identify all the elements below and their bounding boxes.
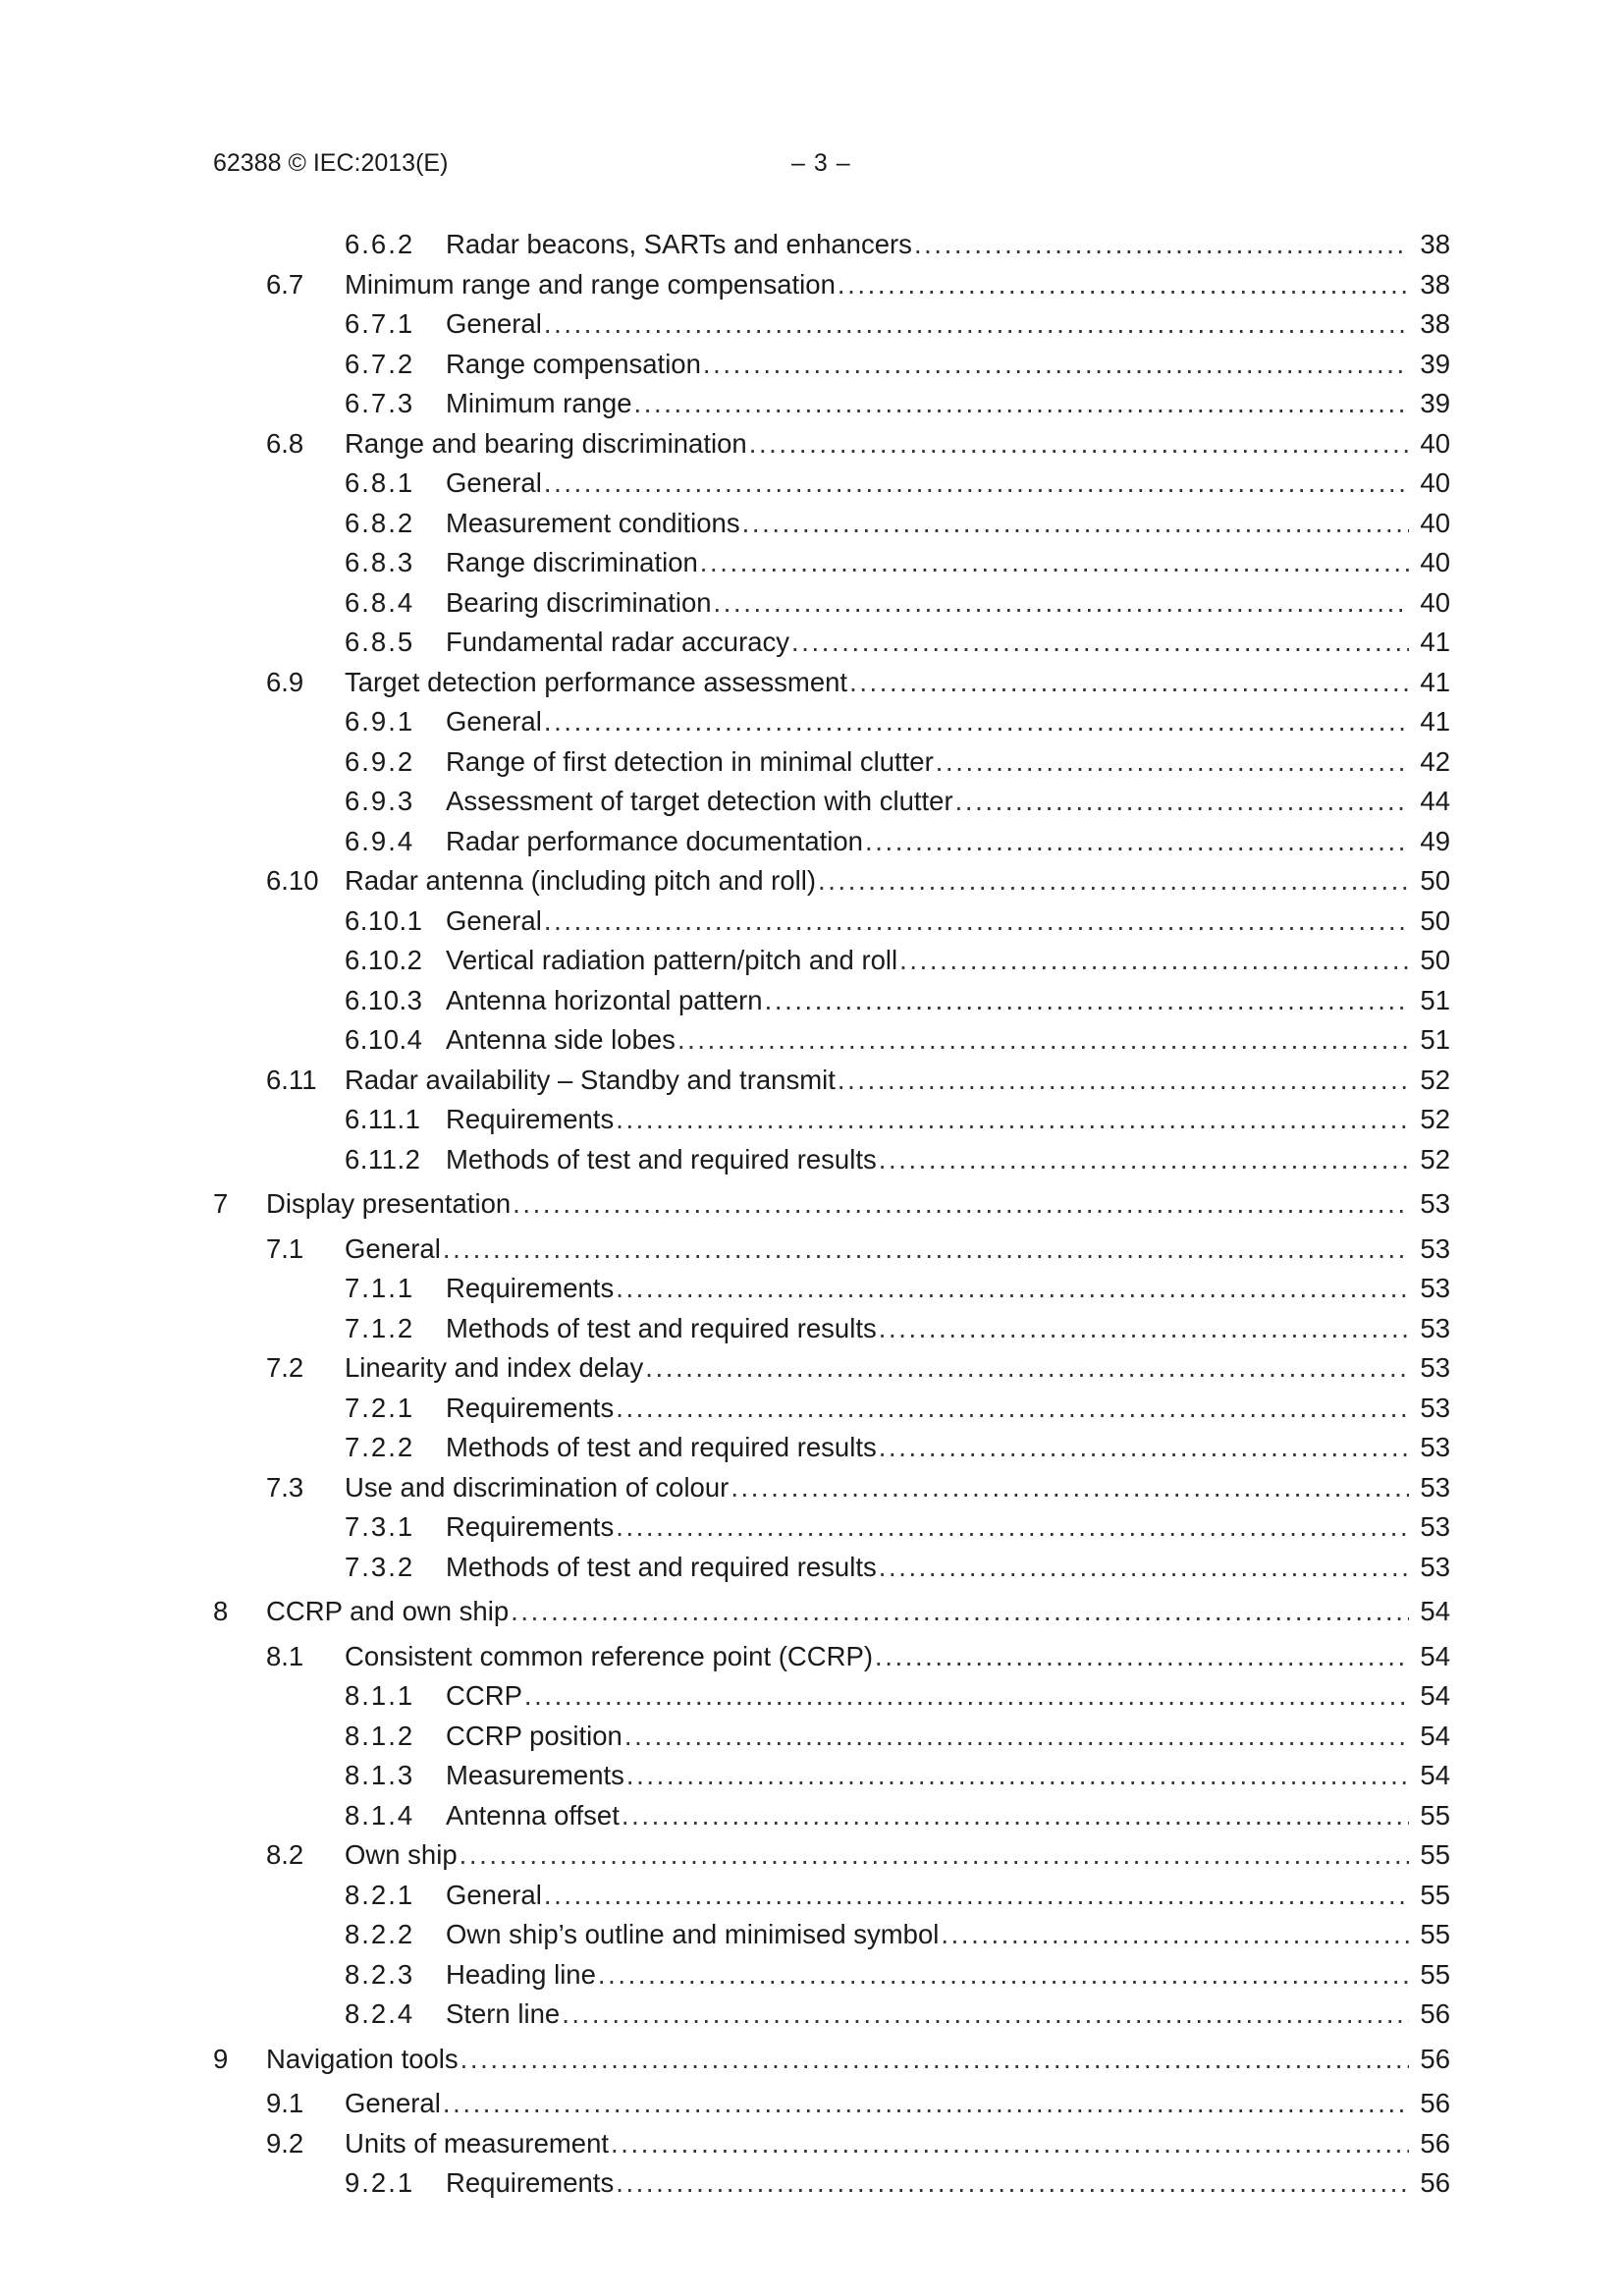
toc-entry-title[interactable]: Target detection performance assessment bbox=[345, 666, 848, 697]
toc-entry-number: 7 bbox=[213, 1188, 229, 1219]
toc-entry[interactable] bbox=[0, 981, 1623, 1021]
dot-leader bbox=[616, 1100, 1409, 1139]
dot-leader bbox=[838, 265, 1409, 304]
toc-entry-line bbox=[345, 1348, 1450, 1388]
toc-entry[interactable] bbox=[0, 1676, 1623, 1717]
toc-entry[interactable] bbox=[0, 782, 1623, 822]
dot-leader bbox=[626, 1756, 1409, 1795]
dot-leader bbox=[749, 424, 1409, 464]
toc-entry-line bbox=[446, 782, 1450, 821]
toc-entry-title[interactable]: Requirements bbox=[446, 1392, 615, 1423]
toc-entry-title[interactable]: Use and discrimination of colour bbox=[345, 1471, 730, 1503]
toc-entry-number: 6.9.2 bbox=[345, 745, 415, 777]
toc-entry-title[interactable]: Stern line bbox=[446, 1998, 561, 2029]
toc-entry-title[interactable]: General bbox=[446, 904, 542, 936]
toc-entry-title[interactable]: Range of first detection in minimal clutter bbox=[446, 745, 934, 777]
toc-entry-line bbox=[446, 1876, 1450, 1915]
toc-entry-number: 6.8.5 bbox=[345, 627, 415, 657]
toc-entry[interactable] bbox=[0, 2124, 1623, 2164]
toc-entry[interactable] bbox=[0, 941, 1623, 981]
toc-entry[interactable] bbox=[0, 1348, 1623, 1389]
dot-leader bbox=[677, 1020, 1409, 1060]
toc-entry-title[interactable]: Range and bearing discrimination bbox=[345, 427, 747, 459]
toc-entry-number: 6.8.1 bbox=[345, 467, 415, 498]
toc-entry[interactable] bbox=[0, 265, 1623, 305]
toc-entry-page: 41 bbox=[1420, 627, 1450, 657]
toc-entry-number: 6.10.4 bbox=[345, 1024, 423, 1055]
toc-entry-page: 53 bbox=[1420, 1273, 1450, 1303]
toc-entry-number: 6.10.3 bbox=[345, 984, 423, 1015]
toc-entry-title[interactable]: General bbox=[446, 308, 542, 339]
toc-entry-page: 53 bbox=[1420, 1551, 1450, 1582]
dot-leader bbox=[700, 543, 1409, 582]
toc-entry[interactable] bbox=[0, 2040, 1623, 2080]
dot-leader bbox=[865, 822, 1409, 861]
dot-leader bbox=[544, 1876, 1409, 1915]
dot-leader bbox=[544, 702, 1409, 741]
toc-entry-line bbox=[446, 1756, 1450, 1795]
toc-entry-title[interactable]: Requirements bbox=[446, 2167, 615, 2198]
toc-entry-page: 53 bbox=[1420, 1392, 1450, 1423]
dot-leader bbox=[616, 1389, 1409, 1428]
toc-entry-title[interactable]: Navigation tools bbox=[266, 2043, 459, 2074]
toc-entry-number: 6.7 bbox=[266, 268, 304, 300]
toc-entry-title[interactable]: Heading line bbox=[446, 1958, 596, 1990]
toc-entry-number: 6.7.2 bbox=[345, 348, 415, 379]
toc-entry-title[interactable]: Methods of test and required results bbox=[446, 1143, 877, 1175]
toc-entry-title[interactable]: Fundamental radar accuracy bbox=[446, 627, 790, 657]
toc-entry-number: 6.7.1 bbox=[345, 308, 415, 339]
toc-entry-number: 6.11.2 bbox=[345, 1143, 421, 1175]
toc-entry-number: 6.7.3 bbox=[345, 388, 415, 418]
dot-leader bbox=[914, 225, 1409, 264]
toc-entry-line bbox=[345, 1230, 1450, 1269]
toc-entry[interactable] bbox=[0, 663, 1623, 703]
toc-entry-number: 8.1.4 bbox=[345, 1799, 415, 1831]
dot-leader bbox=[513, 1184, 1409, 1224]
toc-entry[interactable] bbox=[0, 1796, 1623, 1836]
dot-leader bbox=[879, 1428, 1409, 1467]
toc-entry-number: 8.2 bbox=[266, 1839, 304, 1870]
toc-entry-number: 8.2.4 bbox=[345, 1998, 415, 2029]
toc-entry-line bbox=[345, 1061, 1450, 1100]
toc-entry-title[interactable]: Antenna horizontal pattern bbox=[446, 984, 763, 1015]
toc-entry-page: 56 bbox=[1420, 2088, 1450, 2118]
toc-entry[interactable] bbox=[0, 225, 1623, 265]
toc-entry-number: 6.9.4 bbox=[345, 825, 415, 856]
dot-leader bbox=[818, 861, 1409, 901]
toc-entry-page: 38 bbox=[1420, 308, 1450, 339]
toc-entry-page: 53 bbox=[1420, 1471, 1450, 1503]
toc-entry-number: 9.2 bbox=[266, 2127, 304, 2159]
toc-entry-page: 53 bbox=[1420, 1312, 1450, 1343]
toc-entry-page: 53 bbox=[1420, 1188, 1450, 1219]
toc-entry[interactable] bbox=[0, 543, 1623, 583]
toc-entry-title[interactable]: Consistent common reference point (CCRP) bbox=[345, 1640, 873, 1671]
toc-entry-page: 38 bbox=[1420, 268, 1450, 300]
toc-entry[interactable] bbox=[0, 1835, 1623, 1876]
dot-leader bbox=[460, 1835, 1409, 1875]
toc-entry[interactable] bbox=[0, 2163, 1623, 2204]
toc-entry-number: 7.1 bbox=[266, 1232, 304, 1264]
toc-entry-line bbox=[446, 2163, 1450, 2203]
toc-entry-line bbox=[446, 1548, 1450, 1587]
dot-leader bbox=[791, 623, 1409, 662]
toc-entry-page: 50 bbox=[1420, 865, 1450, 896]
dot-leader bbox=[730, 1468, 1409, 1507]
toc-entry-number: 7.1.2 bbox=[345, 1312, 415, 1343]
table-of-contents bbox=[0, 225, 1623, 2204]
toc-entry-title[interactable]: Methods of test and required results bbox=[446, 1432, 877, 1462]
toc-entry-line bbox=[446, 1796, 1450, 1835]
dot-leader bbox=[598, 1955, 1409, 1995]
dot-leader bbox=[875, 1637, 1409, 1676]
dot-leader bbox=[941, 1915, 1409, 1954]
toc-entry[interactable] bbox=[0, 1140, 1623, 1180]
toc-entry-page: 42 bbox=[1420, 745, 1450, 777]
toc-entry-page: 49 bbox=[1420, 825, 1450, 856]
dot-leader bbox=[622, 1796, 1409, 1835]
toc-entry-title[interactable]: CCRP position bbox=[446, 1720, 622, 1751]
toc-entry-line bbox=[446, 742, 1450, 782]
toc-entry-page: 40 bbox=[1420, 547, 1450, 577]
toc-entry-page: 41 bbox=[1420, 666, 1450, 697]
toc-entry-number: 9 bbox=[213, 2043, 229, 2074]
toc-entry-page: 53 bbox=[1420, 1432, 1450, 1462]
toc-entry-line bbox=[446, 1915, 1450, 1954]
toc-entry[interactable] bbox=[0, 1507, 1623, 1548]
toc-entry[interactable] bbox=[0, 345, 1623, 385]
toc-entry-title[interactable]: CCRP bbox=[446, 1680, 522, 1711]
toc-entry-page: 52 bbox=[1420, 1143, 1450, 1175]
toc-entry-title[interactable]: Antenna offset bbox=[446, 1799, 620, 1831]
toc-entry-line bbox=[446, 1140, 1450, 1179]
dot-leader bbox=[544, 304, 1409, 344]
toc-entry-number: 6.10 bbox=[266, 865, 319, 896]
toc-entry-line bbox=[446, 702, 1450, 741]
toc-entry-number: 7.3 bbox=[266, 1471, 304, 1503]
toc-entry[interactable] bbox=[0, 1876, 1623, 1916]
dot-leader bbox=[765, 981, 1409, 1020]
toc-entry-title[interactable]: General bbox=[446, 467, 542, 498]
toc-entry-page: 54 bbox=[1420, 1680, 1450, 1711]
dot-leader bbox=[460, 2040, 1409, 2079]
toc-entry-line bbox=[446, 1100, 1450, 1139]
dot-leader bbox=[742, 504, 1409, 543]
toc-entry-page: 54 bbox=[1420, 1640, 1450, 1671]
toc-entry-line bbox=[345, 861, 1450, 901]
toc-entry-title[interactable]: Methods of test and required results bbox=[446, 1551, 877, 1582]
toc-entry-line bbox=[446, 902, 1450, 941]
toc-entry-line bbox=[345, 1835, 1450, 1875]
toc-entry-page: 53 bbox=[1420, 1511, 1450, 1542]
toc-entry-number: 7.2.2 bbox=[345, 1432, 415, 1462]
toc-entry[interactable] bbox=[0, 1184, 1623, 1225]
toc-entry-title[interactable]: Minimum range bbox=[446, 388, 632, 418]
toc-entry[interactable] bbox=[0, 742, 1623, 783]
toc-entry[interactable] bbox=[0, 902, 1623, 942]
dot-leader bbox=[624, 1717, 1409, 1756]
toc-entry[interactable] bbox=[0, 464, 1623, 504]
toc-entry[interactable] bbox=[0, 1995, 1623, 2035]
toc-entry[interactable] bbox=[0, 1020, 1623, 1061]
toc-entry-number: 8 bbox=[213, 1596, 229, 1626]
toc-entry-title[interactable]: General bbox=[345, 1232, 441, 1264]
dot-leader bbox=[616, 1507, 1409, 1547]
toc-entry-page: 53 bbox=[1420, 1232, 1450, 1264]
dot-leader bbox=[544, 464, 1409, 503]
toc-entry-title[interactable]: Assessment of target detection with clutter bbox=[446, 786, 953, 816]
toc-entry[interactable] bbox=[0, 384, 1623, 424]
toc-entry-title[interactable]: Radar availability – Standby and transmit bbox=[345, 1064, 836, 1095]
toc-entry-page: 54 bbox=[1420, 1596, 1450, 1626]
toc-entry[interactable] bbox=[0, 2084, 1623, 2124]
toc-entry-number: 8.2.1 bbox=[345, 1879, 415, 1910]
toc-entry[interactable] bbox=[0, 1389, 1623, 1429]
toc-entry-number: 8.1.3 bbox=[345, 1760, 415, 1790]
toc-entry-line bbox=[345, 265, 1450, 304]
toc-entry[interactable] bbox=[0, 1100, 1623, 1140]
toc-entry-page: 55 bbox=[1420, 1958, 1450, 1990]
toc-entry-page: 52 bbox=[1420, 1104, 1450, 1134]
toc-entry[interactable] bbox=[0, 1061, 1623, 1101]
dot-leader bbox=[611, 2124, 1409, 2163]
toc-entry-number: 8.1 bbox=[266, 1640, 304, 1671]
toc-entry-line bbox=[446, 1507, 1450, 1547]
toc-entry-page: 41 bbox=[1420, 706, 1450, 737]
toc-entry[interactable] bbox=[0, 822, 1623, 862]
toc-entry-line bbox=[266, 1184, 1450, 1224]
toc-entry-number: 6.8 bbox=[266, 427, 304, 459]
toc-entry-page: 54 bbox=[1420, 1760, 1450, 1790]
toc-entry-title[interactable]: Measurement conditions bbox=[446, 507, 740, 538]
toc-entry[interactable] bbox=[0, 1468, 1623, 1508]
toc-entry[interactable] bbox=[0, 1309, 1623, 1349]
dot-leader bbox=[849, 663, 1409, 702]
toc-entry-page: 53 bbox=[1420, 1352, 1450, 1383]
toc-entry-title[interactable]: Antenna side lobes bbox=[446, 1024, 676, 1055]
toc-entry-number: 8.2.2 bbox=[345, 1919, 415, 1949]
toc-entry-line bbox=[446, 941, 1450, 980]
dot-leader bbox=[443, 2084, 1409, 2123]
dot-leader bbox=[936, 742, 1409, 782]
toc-entry-number: 6.11.1 bbox=[345, 1104, 421, 1134]
toc-entry-page: 40 bbox=[1420, 427, 1450, 459]
toc-entry-page: 40 bbox=[1420, 507, 1450, 538]
toc-entry-title[interactable]: Range discrimination bbox=[446, 547, 698, 577]
toc-entry-line bbox=[446, 1955, 1450, 1995]
toc-entry-line bbox=[446, 1389, 1450, 1428]
toc-entry[interactable] bbox=[0, 861, 1623, 902]
dot-leader bbox=[838, 1061, 1409, 1100]
toc-entry-page: 52 bbox=[1420, 1064, 1450, 1095]
toc-entry-number: 8.2.3 bbox=[345, 1958, 415, 1990]
toc-entry-page: 54 bbox=[1420, 1720, 1450, 1751]
toc-entry-title[interactable]: Measurements bbox=[446, 1760, 624, 1790]
dot-leader bbox=[714, 583, 1409, 623]
toc-entry-number: 6.10.2 bbox=[345, 945, 423, 975]
toc-entry-title[interactable]: Minimum range and range compensation bbox=[345, 268, 836, 300]
toc-entry-page: 56 bbox=[1420, 2043, 1450, 2074]
toc-entry-number: 6.9.1 bbox=[345, 706, 415, 737]
toc-entry-line bbox=[446, 822, 1450, 861]
toc-entry-line bbox=[446, 1309, 1450, 1348]
dot-leader bbox=[443, 1230, 1409, 1269]
toc-entry-page: 40 bbox=[1420, 586, 1450, 618]
toc-entry-number: 6.6.2 bbox=[345, 229, 415, 259]
toc-entry-number: 7.3.1 bbox=[345, 1511, 415, 1542]
toc-entry-page: 38 bbox=[1420, 229, 1450, 259]
document-id: 62388 © IEC:2013(E) bbox=[213, 149, 449, 177]
toc-entry-title[interactable]: Linearity and index delay bbox=[345, 1352, 644, 1383]
toc-entry-title[interactable]: Requirements bbox=[446, 1104, 615, 1134]
toc-entry-number: 8.1.1 bbox=[345, 1680, 415, 1711]
toc-entry-number: 6.8.4 bbox=[345, 586, 415, 618]
toc-entry-page: 56 bbox=[1420, 2127, 1450, 2159]
dot-leader bbox=[616, 1269, 1409, 1308]
toc-entry[interactable] bbox=[0, 304, 1623, 345]
page-header bbox=[213, 149, 1450, 189]
toc-entry[interactable] bbox=[0, 1637, 1623, 1677]
toc-entry-line bbox=[446, 543, 1450, 582]
toc-entry-page: 55 bbox=[1420, 1799, 1450, 1831]
toc-entry[interactable] bbox=[0, 1428, 1623, 1468]
toc-entry-title[interactable]: Range compensation bbox=[446, 348, 701, 379]
toc-entry-number: 9.1 bbox=[266, 2088, 304, 2118]
toc-entry-title[interactable]: Methods of test and required results bbox=[446, 1312, 877, 1343]
toc-entry-title[interactable]: Bearing discrimination bbox=[446, 586, 712, 618]
toc-entry-title[interactable]: Display presentation bbox=[266, 1188, 512, 1219]
toc-entry-number: 7.2 bbox=[266, 1352, 304, 1383]
toc-entry[interactable] bbox=[0, 1269, 1623, 1309]
toc-entry-line bbox=[345, 2084, 1450, 2123]
toc-entry-title[interactable]: General bbox=[446, 706, 542, 737]
dot-leader bbox=[955, 782, 1409, 821]
toc-entry-title[interactable]: Requirements bbox=[446, 1511, 615, 1542]
toc-entry-number: 7.3.2 bbox=[345, 1551, 415, 1582]
toc-entry[interactable] bbox=[0, 623, 1623, 663]
toc-entry-page: 39 bbox=[1420, 348, 1450, 379]
toc-entry[interactable] bbox=[0, 1592, 1623, 1632]
toc-entry-line bbox=[446, 384, 1450, 423]
toc-entry-line bbox=[446, 1717, 1450, 1756]
toc-entry[interactable] bbox=[0, 1756, 1623, 1796]
page-number: – 3 – bbox=[791, 149, 851, 177]
dot-leader bbox=[645, 1348, 1409, 1388]
toc-entry-number: 7.2.1 bbox=[345, 1392, 415, 1423]
toc-entry[interactable] bbox=[0, 583, 1623, 624]
toc-entry[interactable] bbox=[0, 702, 1623, 742]
dot-leader bbox=[899, 941, 1409, 980]
toc-entry-page: 44 bbox=[1420, 786, 1450, 816]
toc-entry-title[interactable]: Radar beacons, SARTs and enhancers bbox=[446, 229, 912, 259]
toc-entry-page: 55 bbox=[1420, 1879, 1450, 1910]
toc-entry-line bbox=[446, 1428, 1450, 1467]
toc-entry-page: 50 bbox=[1420, 904, 1450, 936]
toc-entry-number: 6.9.3 bbox=[345, 786, 415, 816]
toc-entry-number: 6.8.2 bbox=[345, 507, 415, 538]
toc-entry-line bbox=[446, 1995, 1450, 2034]
toc-entry-line bbox=[446, 504, 1450, 543]
dot-leader bbox=[616, 2163, 1409, 2203]
toc-entry-title[interactable]: Radar antenna (including pitch and roll) bbox=[345, 865, 817, 896]
dot-leader bbox=[879, 1548, 1409, 1587]
toc-entry-title[interactable]: Own ship’s outline and minimised symbol bbox=[446, 1919, 940, 1949]
toc-entry-line bbox=[446, 304, 1450, 344]
toc-entry[interactable] bbox=[0, 1717, 1623, 1757]
toc-entry[interactable] bbox=[0, 1955, 1623, 1995]
toc-entry-title[interactable]: General bbox=[345, 2088, 441, 2118]
dot-leader bbox=[879, 1140, 1409, 1179]
dot-leader bbox=[634, 384, 1409, 423]
toc-entry-page: 55 bbox=[1420, 1919, 1450, 1949]
toc-entry-number: 6.11 bbox=[266, 1064, 317, 1095]
dot-leader bbox=[544, 902, 1409, 941]
toc-entry[interactable] bbox=[0, 1915, 1623, 1955]
toc-entry-page: 50 bbox=[1420, 945, 1450, 975]
toc-entry-page: 51 bbox=[1420, 984, 1450, 1015]
toc-entry-line bbox=[446, 225, 1450, 264]
toc-entry[interactable] bbox=[0, 1548, 1623, 1588]
dot-leader bbox=[511, 1592, 1409, 1631]
toc-entry-page: 56 bbox=[1420, 2167, 1450, 2198]
toc-entry-title[interactable]: General bbox=[446, 1879, 542, 1910]
toc-entry-title[interactable]: Own ship bbox=[345, 1839, 458, 1870]
toc-entry-number: 9.2.1 bbox=[345, 2167, 415, 2198]
toc-entry-number: 8.1.2 bbox=[345, 1720, 415, 1751]
toc-entry-page: 56 bbox=[1420, 1998, 1450, 2029]
toc-entry-line bbox=[266, 2040, 1450, 2079]
toc-entry-line bbox=[345, 424, 1450, 464]
toc-entry-line bbox=[446, 464, 1450, 503]
dot-leader bbox=[524, 1676, 1409, 1716]
toc-entry-line bbox=[446, 345, 1450, 384]
toc-entry-title[interactable]: Units of measurement bbox=[345, 2127, 609, 2159]
toc-entry-line bbox=[446, 583, 1450, 623]
toc-entry-number: 6.8.3 bbox=[345, 547, 415, 577]
toc-entry-page: 39 bbox=[1420, 388, 1450, 418]
toc-entry-title[interactable]: Radar performance documentation bbox=[446, 825, 863, 856]
toc-entry-line bbox=[446, 623, 1450, 662]
toc-entry-page: 40 bbox=[1420, 467, 1450, 498]
toc-entry-line bbox=[446, 1020, 1450, 1060]
dot-leader bbox=[879, 1309, 1409, 1348]
toc-entry-title[interactable]: CCRP and own ship bbox=[266, 1596, 510, 1626]
toc-entry-title[interactable]: Requirements bbox=[446, 1273, 615, 1303]
toc-entry-line bbox=[266, 1592, 1450, 1631]
toc-entry[interactable] bbox=[0, 504, 1623, 544]
dot-leader bbox=[703, 345, 1409, 384]
toc-entry-line bbox=[345, 663, 1450, 702]
dot-leader bbox=[562, 1995, 1409, 2034]
toc-entry-title[interactable]: Vertical radiation pattern/pitch and roll bbox=[446, 945, 898, 975]
toc-entry-page: 51 bbox=[1420, 1024, 1450, 1055]
toc-entry-line bbox=[446, 1269, 1450, 1308]
toc-entry-line bbox=[345, 1468, 1450, 1507]
toc-entry-number: 6.9 bbox=[266, 666, 304, 697]
toc-entry[interactable] bbox=[0, 424, 1623, 465]
toc-entry-line bbox=[446, 1676, 1450, 1716]
toc-entry-page: 55 bbox=[1420, 1839, 1450, 1870]
toc-entry-line bbox=[446, 981, 1450, 1020]
toc-entry[interactable] bbox=[0, 1230, 1623, 1270]
toc-entry-line bbox=[345, 1637, 1450, 1676]
toc-entry-line bbox=[345, 2124, 1450, 2163]
toc-entry-number: 6.10.1 bbox=[345, 904, 423, 936]
toc-entry-number: 7.1.1 bbox=[345, 1273, 415, 1303]
